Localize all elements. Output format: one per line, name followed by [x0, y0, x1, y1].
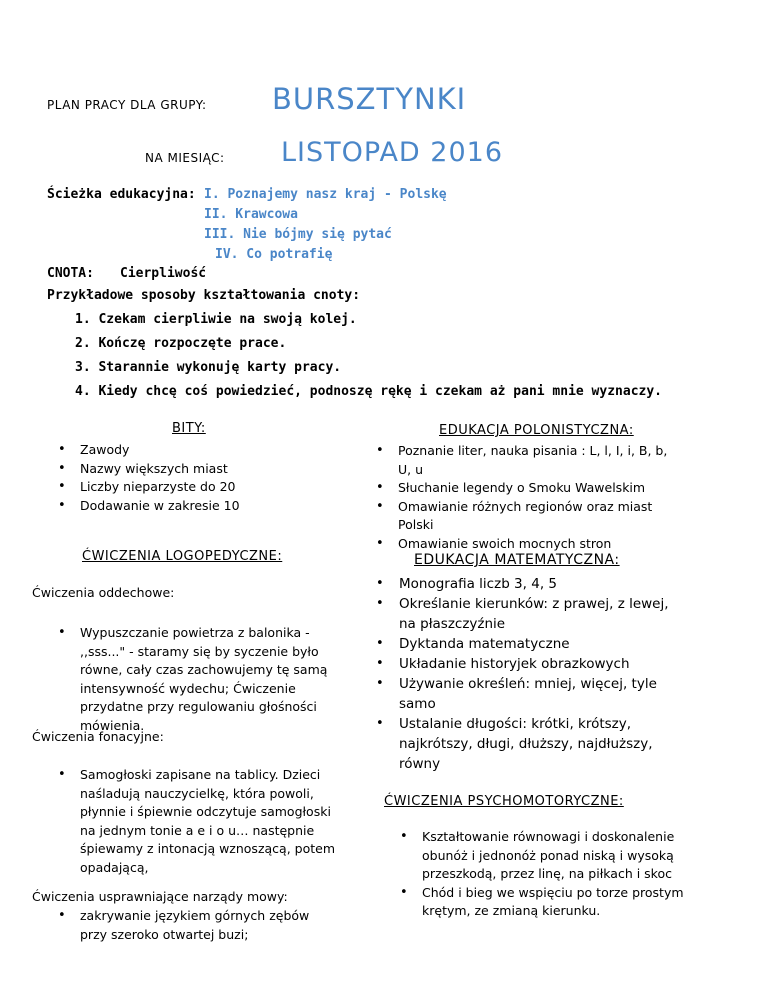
psychomotoryczne-heading: ĆWICZENIA PSYCHOMOTORYCZNE: [384, 794, 624, 809]
list-item: 4. Kiedy chcę coś powiedzieć, podnoszę rękę i czekam aż pani mnie wyznaczy. [75, 384, 662, 399]
list-item: • Omawianie swoich mocnych stron [376, 535, 676, 554]
bity-heading: BITY: [172, 421, 206, 436]
bity-list [58, 441, 358, 515]
group-name: BURSZTYNKI [272, 82, 467, 116]
matematyczna-list [376, 574, 676, 774]
path-item: I. Poznajemy nasz kraj - Polskę [204, 187, 447, 202]
list-item: • Słuchanie legendy o Smoku Wawelskim [376, 479, 676, 498]
polonistyczna-list [376, 442, 676, 553]
path-item: III. Nie bójmy się pytać [204, 227, 392, 242]
path-item: II. Krawcowa [204, 207, 298, 222]
list-item: • Układanie historyjek obrazkowych [376, 654, 676, 674]
group-label: PLAN PRACY DLA GRUPY: [47, 98, 207, 112]
list-item: • Używanie określeń: mniej, więcej, tyle samo [376, 674, 676, 714]
polonistyczna-heading: EDUKACJA POLONISTYCZNA: [439, 423, 634, 438]
list-item: • Kształtowanie równowagi i doskonalenie obunóż i jednonóż ponad niską i wysoką przeszkodą, przez linę, na piłkach i skoc [400, 828, 696, 884]
list-item: • Nazwy większych miast [58, 460, 358, 479]
organs-list [58, 907, 318, 944]
list-item: • Omawianie różnych regionów oraz miast Polski [376, 498, 676, 535]
list-item: • Ustalanie długości: krótki, krótszy, najkrótszy, długi, dłuższy, najdłuższy, równy [376, 714, 676, 774]
list-item: • Wypuszczanie powietrza z balonika - ,,sss..." - staramy się by syczenie było równe, cały czas zachowujemy tę samą intensywność wydechu; Ćwiczenie przydatne przy regulowaniu głośności mówienia. [58, 624, 342, 735]
list-item: • Samogłoski zapisane na tablicy. Dzieci naśladują nauczycielkę, która powoli, płynnie i śpiewnie odczytuje samogłoski na jednym tonie a e i o u… następnie śpiewamy z intonacją wznoszącą, potem opadającą, [58, 766, 338, 877]
list-item: 1. Czekam cierpliwie na swoją kolej. [75, 312, 357, 327]
list-item: • Monografia liczb 3, 4, 5 [376, 574, 676, 594]
list-item: 3. Starannie wykonuję karty pracy. [75, 360, 342, 375]
list-item: • zakrywanie językiem górnych zębów przy szeroko otwartej buzi; [58, 907, 318, 944]
path-item: IV. Co potrafię [215, 247, 333, 262]
list-item: • Poznanie liter, nauka pisania : L, l, I, i, B, b, U, u [376, 442, 676, 479]
list-item: • Chód i bieg we wspięciu po torze prostym krętym, ze zmianą kierunku. [400, 884, 696, 921]
list-item: • Dyktanda matematyczne [376, 634, 676, 654]
month-value: LISTOPAD 2016 [281, 137, 503, 168]
breathing-list [58, 624, 342, 735]
list-item: • Zawody [58, 441, 358, 460]
list-item: • Liczby nieparzyste do 20 [58, 478, 358, 497]
breathing-label: Ćwiczenia oddechowe: [32, 585, 175, 600]
organs-label: Ćwiczenia usprawniające narządy mowy: [32, 889, 288, 904]
logopedyczne-heading: ĆWICZENIA LOGOPEDYCZNE: [82, 549, 283, 564]
phonation-list [58, 766, 338, 877]
list-item: 2. Kończę rozpoczęte prace. [75, 336, 287, 351]
psychomotoryczne-list [400, 828, 696, 921]
matematyczna-heading: EDUKACJA MATEMATYCZNA: [414, 552, 620, 568]
month-label: NA MIESIĄC: [145, 151, 225, 165]
virtue-value: Cierpliwość [120, 266, 207, 281]
virtue-methods-list [75, 308, 662, 404]
list-item: • Określanie kierunków: z prawej, z lewej, na płaszczyźnie [376, 594, 676, 634]
virtue-methods-label: Przykładowe sposoby kształtowania cnoty: [47, 288, 361, 303]
phonation-label: Ćwiczenia fonacyjne: [32, 729, 164, 744]
path-label: Ścieżka edukacyjna: [47, 187, 196, 202]
virtue-label: CNOTA: [47, 266, 94, 281]
list-item: • Dodawanie w zakresie 10 [58, 497, 358, 516]
